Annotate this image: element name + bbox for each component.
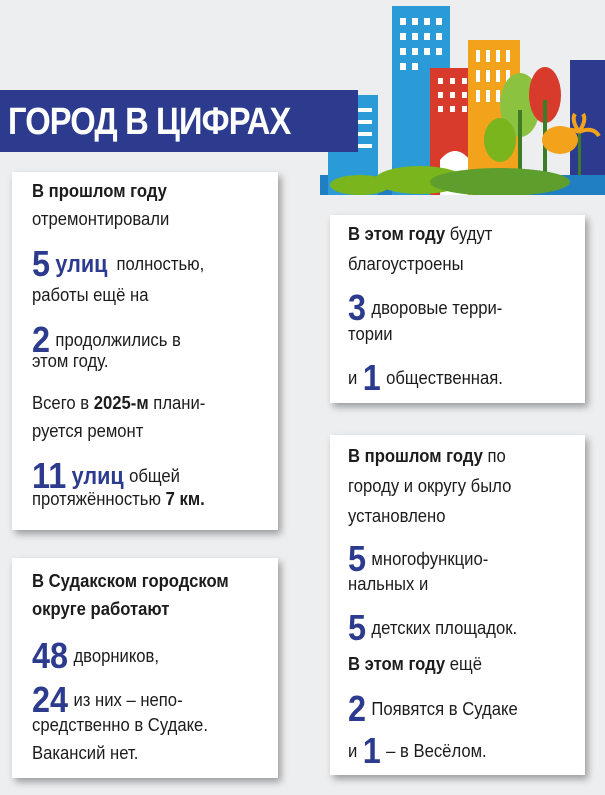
card-text: дворовые терри-: [371, 297, 503, 318]
stat-number: 24: [32, 679, 69, 720]
card-text: дворников,: [73, 645, 160, 666]
card-text: городу и округу было: [348, 475, 512, 496]
stat-unit: улиц: [71, 463, 124, 490]
card-text: установлено: [348, 505, 446, 526]
card-text: полностью,: [116, 253, 205, 274]
stat-unit: улиц: [55, 251, 108, 278]
stat-number: 1: [362, 730, 381, 771]
stat-row: [32, 679, 183, 720]
card-heading: В прошлом году по: [348, 445, 506, 466]
card-text: многофункцио-: [371, 548, 489, 569]
card-text: тории: [348, 323, 393, 344]
card-text: Вакансий нет.: [32, 742, 139, 763]
card-heading: В этом году ещё: [348, 653, 483, 674]
card-text: благоустроены: [348, 253, 464, 274]
stat-number: 5: [32, 243, 51, 284]
card-text: средственно в Судаке.: [32, 714, 208, 735]
card-text: детских площадок.: [371, 617, 518, 638]
card-text: Всего в 2025-м плани-: [32, 392, 206, 413]
card-heading: В этом году будут: [348, 223, 493, 244]
card-text: протяжённостью 7 км.: [32, 488, 205, 509]
stat-row: [348, 607, 518, 648]
stat-row: [348, 730, 487, 771]
card-text: продолжились в: [55, 329, 181, 350]
stat-row: [348, 287, 503, 328]
card-text: общественная.: [386, 367, 503, 388]
card-text: общей: [129, 465, 180, 486]
stat-number: 1: [362, 357, 381, 398]
card-text: – в Весёлом.: [386, 740, 487, 761]
card-text: этом году.: [32, 350, 109, 371]
stat-row: [32, 243, 205, 284]
stat-number: 2: [348, 688, 367, 729]
stat-row: [32, 635, 160, 676]
stat-number: 5: [348, 538, 367, 579]
card-janitors: [12, 558, 278, 778]
stat-number: 48: [32, 635, 69, 676]
card-text: Появятся в Судаке: [371, 698, 518, 719]
card-heading: В прошлом году: [32, 180, 167, 201]
card-text: руется ремонт: [32, 420, 144, 441]
stat-number: 2: [32, 319, 51, 360]
stat-row: [348, 688, 518, 729]
card-yards: [330, 215, 585, 403]
stat-number: 5: [348, 607, 367, 648]
card-text: работы ещё на: [32, 284, 149, 305]
stat-row: [348, 538, 489, 579]
card-text: из них – непо-: [73, 689, 183, 710]
page-title: ГОРОД В ЦИФРАХ: [8, 101, 291, 143]
card-streets: [12, 172, 278, 530]
stat-number: 11: [32, 455, 67, 496]
card-playgrounds: [330, 435, 585, 775]
stat-row: [348, 357, 503, 398]
card-heading: В Судакском городском: [32, 570, 229, 591]
city-skyline-icon: [320, 0, 605, 195]
card-text: и: [348, 367, 358, 388]
stat-number: 3: [348, 287, 367, 328]
card-text: и: [348, 740, 358, 761]
card-text: нальных и: [348, 573, 429, 594]
card-heading: округе работают: [32, 598, 170, 619]
card-text: отремонтировали: [32, 208, 170, 229]
